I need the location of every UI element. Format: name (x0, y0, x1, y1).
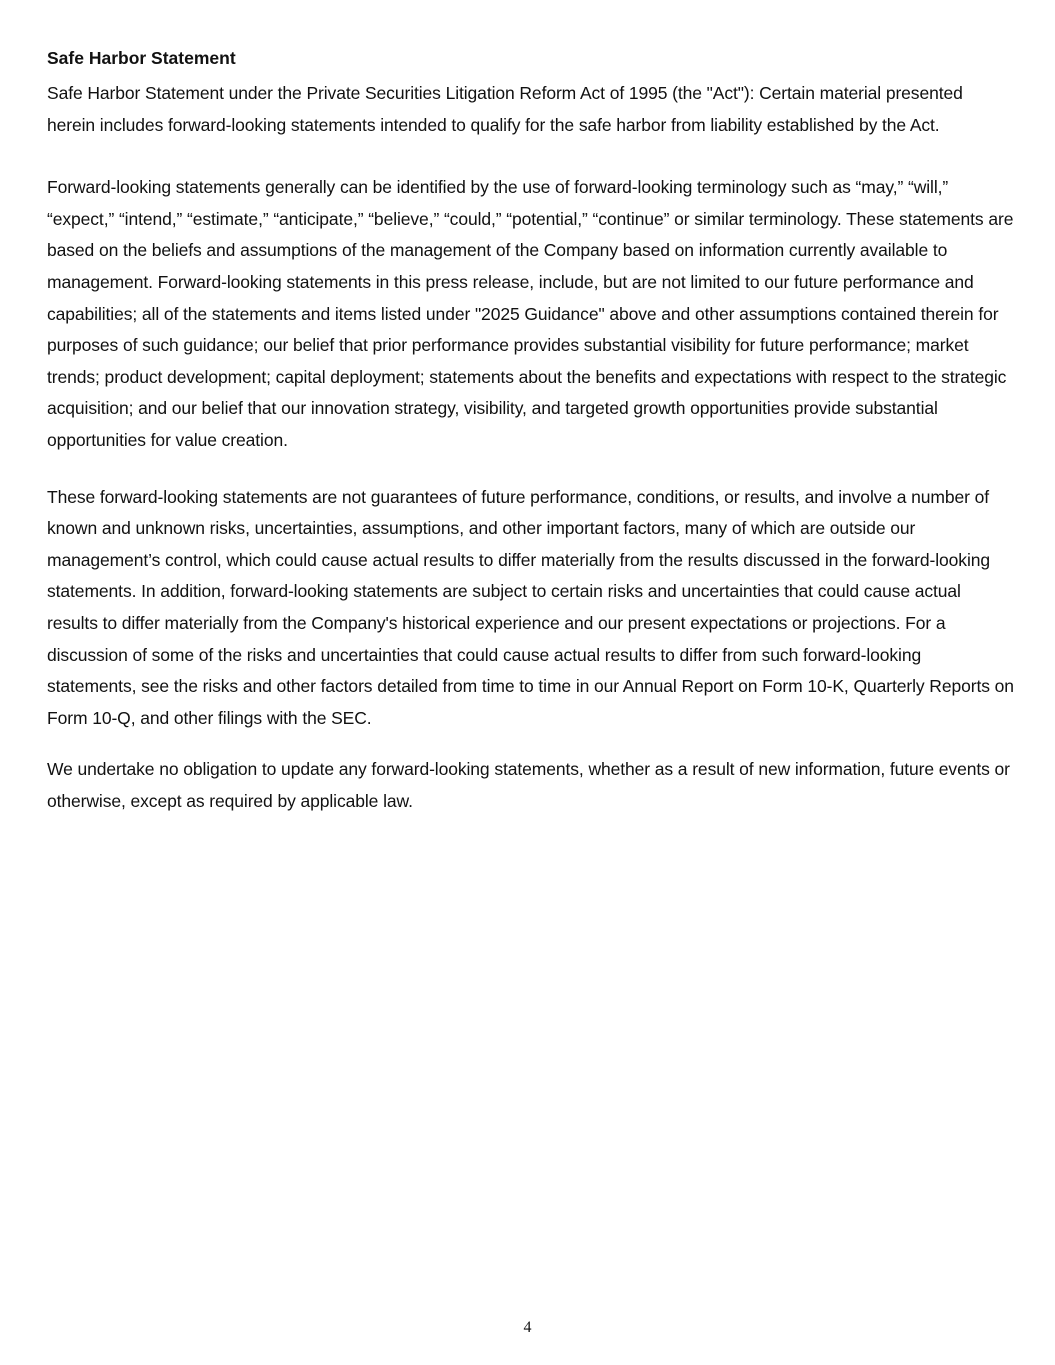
paragraph-forward-looking-terminology: Forward-looking statements generally can be identified by the use of forward-looking terminology such as “may,” “will,” “expect,” “intend,” “estimate,” “anticipate,” “believe,” “could,” “potential,” “continue” or similar terminology. These statements are based on the beliefs and assumptions of the management of the Company based on information currently available to management. Forward-looking statements in this press release, include, but are not limited to our future performance and capabilities; all of the statements and items listed under "2025 Guidance" above and other assumptions contained therein for purposes of such guidance; our belief that prior performance provides substantial visibility for future performance; market trends; product development; capital deployment; statements about the benefits and expectations with respect to the strategic acquisition; and our belief that our innovation strategy, visibility, and targeted growth opportunities provide substantial opportunities for value creation. (47, 177, 1014, 450)
paragraph-no-obligation: We undertake no obligation to update any forward-looking statements, whether as a result of new information, future events or otherwise, except as required by applicable law. (47, 759, 1010, 811)
paragraph-risks-uncertainties: These forward-looking statements are not guarantees of future performance, conditions, or results, and involve a number of known and unknown risks, uncertainties, assumptions, and other important factors, many of which are outside our management’s control, which could cause actual results to differ materially from the results discussed in the forward-looking statements. In addition, forward-looking statements are subject to certain risks and uncertainties that could cause actual results to differ materially from the Company's historical experience and our present expectations or projections. For a discussion of some of the risks and uncertainties that could cause actual results to differ from such forward-looking statements, see the risks and other factors detailed from time to time in our Annual Report on Form 10-K, Quarterly Reports on Form 10-Q, and other filings with the SEC. (47, 486, 1014, 728)
section-heading: Safe Harbor Statement (47, 48, 236, 68)
document-body (47, 46, 1015, 817)
page-number: 4 (523, 1319, 532, 1336)
paragraph-safe-harbor-intro: Safe Harbor Statement under the Private Securities Litigation Reform Act of 1995 (the "Act"): Certain material presented herein includes forward-looking statements intended to qualify for the safe harbor from liability established by the Act. (47, 83, 963, 135)
